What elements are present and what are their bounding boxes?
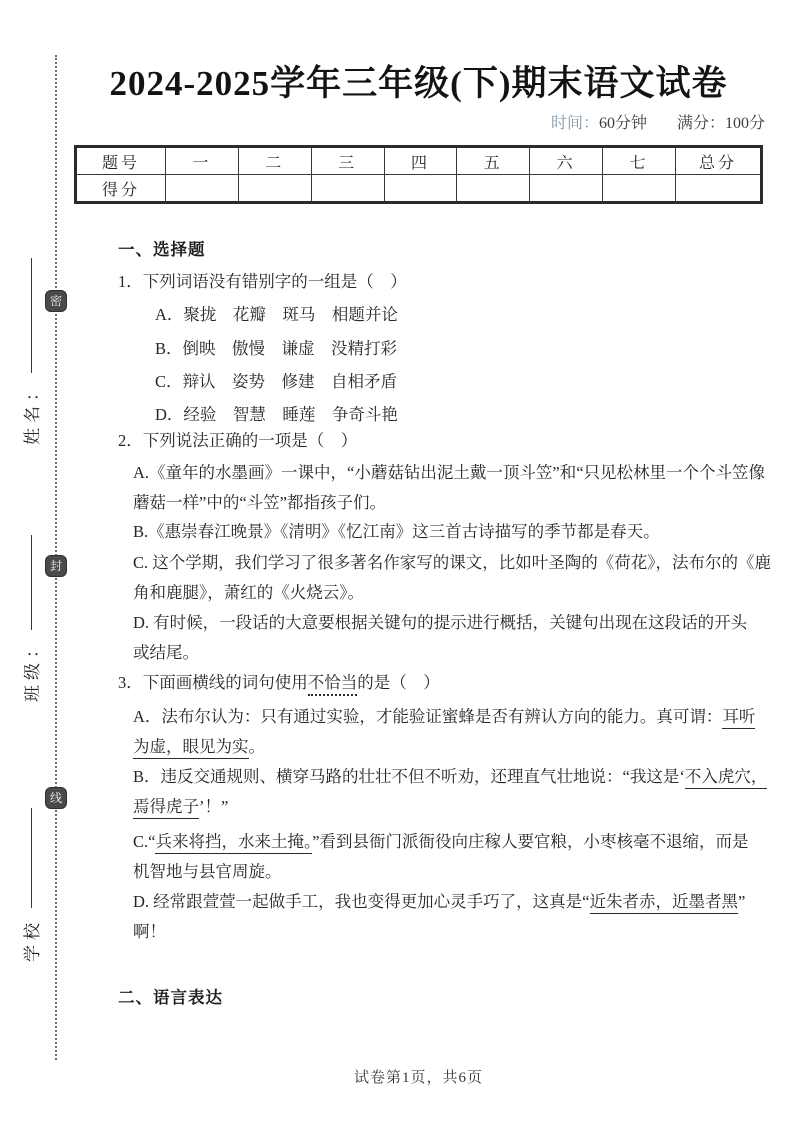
score-cell-empty [238, 175, 311, 203]
text-segment: ’！” [199, 797, 229, 816]
score-table-header-cell: 总分 [676, 147, 762, 175]
text-line [133, 461, 765, 485]
score-table-header-cell: 四 [384, 147, 457, 175]
text-segment: 二、语言表达 [118, 989, 223, 1007]
text-line [133, 611, 747, 635]
score-table-header-cell: 三 [311, 147, 384, 175]
text-segment: 啊！ [133, 922, 166, 941]
text-segment: 3．下面画横线的词句使用 [118, 673, 308, 692]
section-heading [118, 238, 206, 262]
score-table-header-cell: 六 [530, 147, 603, 175]
text-segment: 一、选择题 [118, 241, 206, 259]
text-segment: C.“ [133, 832, 156, 851]
underlined-phrase: 兵来将挡，水来土掩。 [155, 832, 312, 854]
text-line [133, 795, 228, 819]
text-segment: B．违反交通规则、横穿马路的壮壮不但不听劝，还理直气壮地说：“我这是‘ [133, 767, 685, 786]
name-field [18, 258, 43, 445]
text-line [133, 581, 364, 605]
text-segment: ” [738, 892, 746, 911]
underlined-phrase: 为虚，眼见为实 [133, 737, 249, 759]
emphasized-phrase: 不恰当 [308, 673, 358, 696]
score-table-header-cell: 一 [166, 147, 239, 175]
score-cell-empty [457, 175, 530, 203]
page-number: 试卷第1页，共6页 [353, 1070, 483, 1086]
score-cell-empty [311, 175, 384, 203]
text-line [133, 491, 386, 515]
text-line [133, 765, 767, 789]
text-line [133, 551, 771, 575]
text-line [155, 303, 398, 327]
score-cell-empty [676, 175, 762, 203]
school-label: 学校 [23, 918, 42, 962]
text-line [118, 429, 357, 453]
score-table-score-row [76, 175, 761, 203]
text-line [133, 705, 755, 729]
class-field [18, 535, 43, 702]
underlined-phrase: 近朱者赤，近墨者黑 [590, 892, 739, 914]
text-segment: B．倒映 傲慢 谦虚 没精打彩 [155, 339, 398, 358]
text-line [133, 830, 749, 854]
text-segment: 。 [248, 737, 265, 756]
section-heading [118, 986, 223, 1010]
score-cell-empty [603, 175, 676, 203]
score-table-header-cell: 七 [603, 147, 676, 175]
text-line [133, 641, 199, 665]
page-title: 2024-2025学年三年级(下)期末语文试卷 [109, 64, 728, 103]
text-segment: D. 经常跟萱萱一起做手工，我也变得更加心灵手巧了，这真是“ [133, 892, 590, 911]
text-line [133, 920, 166, 944]
underlined-phrase: 焉得虎子 [133, 797, 199, 819]
underlined-phrase: 不入虎穴， [685, 767, 768, 789]
text-line [118, 671, 440, 695]
text-segment: 1．下列词语没有错别字的一组是（ ） [118, 272, 407, 291]
text-segment: D．经验 智慧 睡莲 争奇斗艳 [155, 405, 398, 424]
text-line [155, 403, 398, 427]
score-table-header-cell: 二 [238, 147, 311, 175]
score-row-label: 得分 [76, 175, 166, 203]
seal-badge: 密 [45, 290, 67, 312]
text-segment: C．辩认 姿势 修建 自相矛盾 [155, 372, 398, 391]
text-segment: 的是（ ） [357, 673, 440, 692]
score-table-header-cell: 题号 [76, 147, 166, 175]
class-label: 班级： [23, 636, 42, 702]
full-score-value: 100分 [724, 115, 765, 132]
text-segment: A．法布尔认为：只有通过实验，才能验证蜜蜂是否有辨认方向的能力。真可谓： [133, 707, 723, 726]
text-segment: ”看到县衙门派衙役向庄稼人要官粮，小枣核毫不退缩，而是 [312, 832, 749, 851]
text-segment: D. 有时候，一段话的大意要根据关键句的提示进行概括，关键句出现在这段话的开头 [133, 613, 748, 632]
text-segment: 2．下列说法正确的一项是（ ） [118, 431, 358, 450]
school-field [18, 808, 43, 962]
text-line [133, 735, 265, 759]
score-table-header-cell: 五 [457, 147, 530, 175]
time-label: 时间： [550, 115, 599, 132]
seal-badge: 线 [45, 787, 67, 809]
text-line [155, 370, 397, 394]
time-value: 60分钟 [598, 115, 647, 132]
text-line [118, 270, 407, 294]
text-segment: 机智地与县官周旋。 [133, 862, 282, 881]
class-blank-line [31, 535, 32, 630]
text-line [155, 337, 397, 361]
underlined-phrase: 耳听 [722, 707, 755, 729]
score-table [75, 146, 762, 203]
score-cell-empty [166, 175, 239, 203]
score-table-header-row [76, 147, 761, 175]
text-segment: B.《惠崇春江晚景》《清明》《忆江南》这三首古诗描写的季节都是春天。 [133, 522, 660, 541]
school-blank-line [31, 808, 32, 908]
text-segment: A．聚拢 花瓣 斑马 相题并论 [155, 305, 398, 324]
text-segment: C. 这个学期，我们学习了很多著名作家写的课文，比如叶圣陶的《荷花》，法布尔的《鹿 [133, 553, 772, 572]
score-cell-empty [530, 175, 603, 203]
exam-meta [75, 110, 765, 133]
text-line [133, 890, 745, 914]
text-segment: 或结尾。 [133, 643, 199, 662]
score-cell-empty [384, 175, 457, 203]
seal-badge: 封 [45, 555, 67, 577]
text-segment: A.《童年的水墨画》一课中，“小蘑菇钻出泥土戴一顶斗笠”和“只见松林里一个个斗笠像 [133, 463, 766, 482]
text-line [133, 520, 660, 544]
text-segment: 角和鹿腿》，萧红的《火烧云》。 [133, 583, 364, 602]
name-blank-line [31, 258, 32, 373]
text-line [133, 860, 282, 884]
full-score-label: 满分： [676, 115, 725, 132]
text-segment: 蘑菇一样”中的“斗笠”都指孩子们。 [133, 493, 386, 512]
name-label: 姓名： [23, 379, 42, 445]
